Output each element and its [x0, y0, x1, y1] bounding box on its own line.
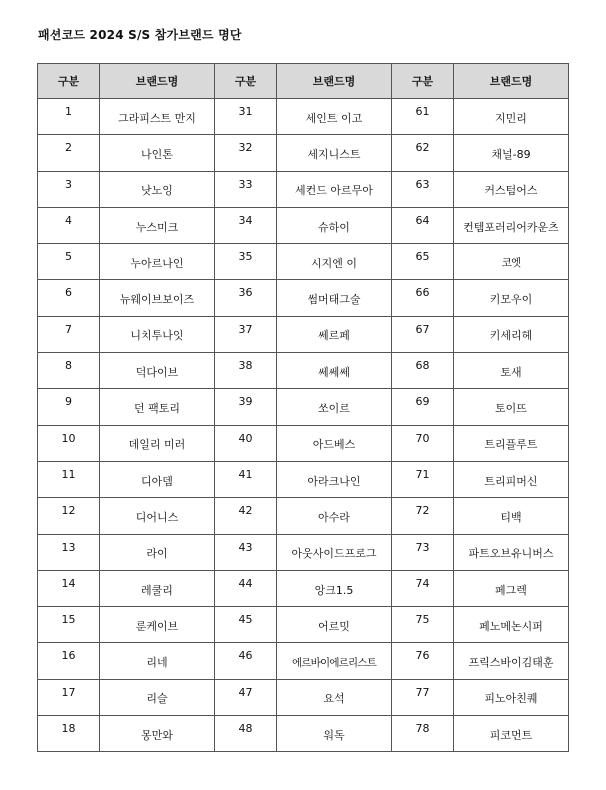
brand-name-cell — [100, 353, 215, 389]
table-row — [38, 425, 569, 461]
category-number-cell: 47 — [215, 679, 277, 715]
category-number-cell: 76 — [392, 643, 454, 679]
brand-name: 덕다이브 — [135, 365, 179, 379]
brand-name: 시지엔 이 — [310, 256, 357, 270]
header-brand-name-1: 브랜드명 — [100, 64, 215, 99]
category-number-cell: 70 — [392, 425, 454, 461]
category-number-cell: 73 — [392, 534, 454, 570]
brand-name-cell — [454, 643, 569, 679]
table-body — [38, 99, 569, 752]
category-number-cell: 40 — [215, 425, 277, 461]
brand-name: 어르밋 — [318, 619, 350, 633]
table-header — [38, 64, 569, 99]
brand-name-cell — [100, 534, 215, 570]
brand-name-cell — [100, 99, 215, 135]
category-number-cell: 12 — [38, 498, 100, 534]
category-number-cell: 77 — [392, 679, 454, 715]
header-category-2: 구분 — [215, 64, 277, 99]
table-row — [38, 280, 569, 316]
brand-name: 니치투나잇 — [130, 329, 184, 343]
document-title: 패션코드 2024 S/S 참가브랜드 명단 — [38, 28, 242, 42]
brand-name: 뉴웨이브보이즈 — [119, 293, 195, 307]
category-number-cell: 64 — [392, 207, 454, 243]
category-number-cell: 15 — [38, 607, 100, 643]
brand-name-cell — [454, 280, 569, 316]
brand-name-cell — [454, 207, 569, 243]
brand-name-cell — [454, 99, 569, 135]
brand-name: 코엣 — [501, 257, 521, 270]
table-row — [38, 389, 569, 425]
brand-name: 던 팩토리 — [133, 402, 180, 416]
category-number-cell: 63 — [392, 171, 454, 207]
brand-name: 디어니스 — [135, 510, 179, 524]
brand-name-cell — [277, 679, 392, 715]
category-number-cell: 42 — [215, 498, 277, 534]
brand-name: 키모우이 — [489, 293, 533, 307]
category-number-cell: 16 — [38, 643, 100, 679]
table-row — [38, 244, 569, 280]
brand-name: 썸머태그술 — [307, 293, 361, 307]
table-row — [38, 99, 569, 135]
brand-name-cell — [100, 280, 215, 316]
brand-name-cell — [277, 425, 392, 461]
brand-name: 프릭스바이김태훈 — [468, 656, 554, 670]
category-number-cell: 66 — [392, 280, 454, 316]
brand-name-cell — [277, 207, 392, 243]
table-row — [38, 171, 569, 207]
category-number-cell: 75 — [392, 607, 454, 643]
table-row — [38, 461, 569, 497]
category-number-cell: 41 — [215, 461, 277, 497]
table-row — [38, 534, 569, 570]
category-number-cell: 7 — [38, 316, 100, 352]
category-number-cell: 48 — [215, 716, 277, 752]
brand-name: 앙크1.5 — [314, 583, 354, 597]
category-number-cell: 10 — [38, 425, 100, 461]
brand-name-cell — [100, 389, 215, 425]
brand-name-cell — [277, 534, 392, 570]
category-number-cell: 17 — [38, 679, 100, 715]
brand-name-cell — [277, 498, 392, 534]
category-number-cell: 72 — [392, 498, 454, 534]
table-row — [38, 679, 569, 715]
brand-name-cell — [277, 607, 392, 643]
brand-name-cell — [454, 716, 569, 752]
table-row — [38, 643, 569, 679]
brand-name-cell — [100, 316, 215, 352]
category-number-cell: 61 — [392, 99, 454, 135]
category-number-cell: 43 — [215, 534, 277, 570]
brand-name-cell — [454, 425, 569, 461]
brand-name: 라이 — [146, 547, 168, 561]
brand-name-cell — [454, 316, 569, 352]
brand-name: 리슬 — [146, 692, 168, 706]
category-number-cell: 14 — [38, 570, 100, 606]
category-number-cell: 36 — [215, 280, 277, 316]
brand-name-cell — [277, 353, 392, 389]
brand-name-cell — [454, 389, 569, 425]
brand-name-cell — [100, 716, 215, 752]
category-number-cell: 1 — [38, 99, 100, 135]
brand-name: 페노메논시퍼 — [479, 619, 543, 633]
brand-name-cell — [100, 461, 215, 497]
category-number-cell: 9 — [38, 389, 100, 425]
brand-name: 낫노잉 — [141, 184, 173, 198]
brand-name-cell — [277, 643, 392, 679]
brand-name-cell — [454, 461, 569, 497]
brand-name: 세인트 이고 — [305, 111, 363, 125]
brand-name: 그라피스트 만지 — [118, 111, 196, 125]
brand-name: 쎄르페 — [318, 329, 350, 343]
category-number-cell: 34 — [215, 207, 277, 243]
brand-name-cell — [454, 171, 569, 207]
category-number-cell: 44 — [215, 570, 277, 606]
brand-name: 티백 — [500, 510, 522, 524]
brand-name: 세지니스트 — [307, 147, 361, 161]
brand-name-cell — [454, 607, 569, 643]
header-category-3: 구분 — [392, 64, 454, 99]
category-number-cell: 65 — [392, 244, 454, 280]
brand-name-cell — [100, 643, 215, 679]
brand-name: 채널-89 — [491, 147, 531, 161]
brand-name-cell — [277, 244, 392, 280]
header-brand-name-3: 브랜드명 — [454, 64, 569, 99]
brand-name: 피노아친퀘 — [484, 692, 538, 706]
brand-name-cell — [454, 498, 569, 534]
table-row — [38, 353, 569, 389]
brand-name: 나인톤 — [141, 147, 173, 161]
brand-name: 누스미크 — [135, 220, 179, 234]
brand-name-cell — [100, 498, 215, 534]
category-number-cell: 39 — [215, 389, 277, 425]
brand-name-cell — [454, 534, 569, 570]
category-number-cell: 32 — [215, 135, 277, 171]
brand-name: 쎄쎄쎄 — [318, 365, 350, 379]
brand-name-cell — [100, 244, 215, 280]
table-row — [38, 316, 569, 352]
category-number-cell: 38 — [215, 353, 277, 389]
brand-name-cell — [277, 316, 392, 352]
category-number-cell: 35 — [215, 244, 277, 280]
brand-name: 컨템포러리어카운츠 — [463, 220, 559, 234]
brand-name-cell — [277, 461, 392, 497]
brand-name-cell — [454, 135, 569, 171]
brand-name: 파트오브유니버스 — [468, 547, 554, 561]
brand-name-cell — [100, 570, 215, 606]
brand-name-cell — [277, 389, 392, 425]
brand-name: 키세리헤 — [489, 329, 533, 343]
table-row — [38, 135, 569, 171]
category-number-cell: 69 — [392, 389, 454, 425]
brand-name-cell — [100, 607, 215, 643]
brand-name-cell — [454, 570, 569, 606]
category-number-cell: 6 — [38, 280, 100, 316]
brand-name: 누아르나인 — [130, 256, 184, 270]
brand-name: 지민리 — [495, 111, 527, 125]
brand-name: 커스텀어스 — [484, 184, 538, 198]
brand-name: 페그렉 — [495, 583, 527, 597]
category-number-cell: 2 — [38, 135, 100, 171]
brand-name: 워독 — [323, 728, 345, 742]
brand-name: 아웃사이드프로그 — [291, 547, 377, 561]
brand-name-cell — [277, 135, 392, 171]
category-number-cell: 62 — [392, 135, 454, 171]
category-number-cell: 5 — [38, 244, 100, 280]
brand-name-cell — [277, 716, 392, 752]
brand-name: 트리피머신 — [484, 474, 538, 488]
brand-name: 토새 — [500, 365, 522, 379]
brand-name: 몽만와 — [141, 728, 173, 742]
category-number-cell: 71 — [392, 461, 454, 497]
category-number-cell: 33 — [215, 171, 277, 207]
brand-name: 아라크나인 — [307, 474, 361, 488]
brand-name: 피코먼트 — [489, 728, 533, 742]
category-number-cell: 37 — [215, 316, 277, 352]
category-number-cell: 46 — [215, 643, 277, 679]
brand-name: 요석 — [323, 692, 345, 706]
header-category-1: 구분 — [38, 64, 100, 99]
brand-name: 리네 — [146, 656, 168, 670]
category-number-cell: 3 — [38, 171, 100, 207]
brand-name: 아수라 — [318, 510, 350, 524]
brand-name-cell — [277, 570, 392, 606]
category-number-cell: 68 — [392, 353, 454, 389]
category-number-cell: 74 — [392, 570, 454, 606]
brand-name-cell — [277, 99, 392, 135]
brand-name: 아드베스 — [312, 438, 356, 452]
table-row — [38, 207, 569, 243]
brand-name-cell — [100, 135, 215, 171]
brand-name-cell — [277, 171, 392, 207]
brand-name-cell — [277, 280, 392, 316]
header-brand-name-2: 브랜드명 — [277, 64, 392, 99]
brand-name: 레쿨리 — [141, 583, 173, 597]
brand-name-cell — [100, 207, 215, 243]
brand-list-table — [37, 63, 569, 752]
category-number-cell: 78 — [392, 716, 454, 752]
brand-name-cell — [100, 171, 215, 207]
brand-name-cell — [100, 679, 215, 715]
brand-name-cell — [100, 425, 215, 461]
table-row — [38, 607, 569, 643]
category-number-cell: 8 — [38, 353, 100, 389]
brand-name: 트리플루트 — [484, 438, 538, 452]
brand-name: 세컨드 아르무아 — [295, 184, 373, 198]
category-number-cell: 18 — [38, 716, 100, 752]
brand-name-cell — [454, 679, 569, 715]
category-number-cell: 11 — [38, 461, 100, 497]
brand-name: 에르바이에르리스트 — [291, 656, 377, 669]
brand-name-cell — [454, 353, 569, 389]
brand-name: 토이뜨 — [495, 402, 527, 416]
brand-name: 룬케이브 — [135, 619, 179, 633]
table-row — [38, 570, 569, 606]
category-number-cell: 45 — [215, 607, 277, 643]
category-number-cell: 31 — [215, 99, 277, 135]
category-number-cell: 67 — [392, 316, 454, 352]
brand-name: 데일리 미러 — [128, 438, 186, 452]
brand-name-cell — [454, 244, 569, 280]
brand-name: 슈하이 — [318, 220, 350, 234]
category-number-cell: 4 — [38, 207, 100, 243]
brand-name: 디아뎀 — [141, 474, 173, 488]
header-row — [38, 64, 569, 99]
category-number-cell: 13 — [38, 534, 100, 570]
brand-name: 쏘이르 — [318, 402, 350, 416]
table-row — [38, 716, 569, 752]
table-row — [38, 498, 569, 534]
